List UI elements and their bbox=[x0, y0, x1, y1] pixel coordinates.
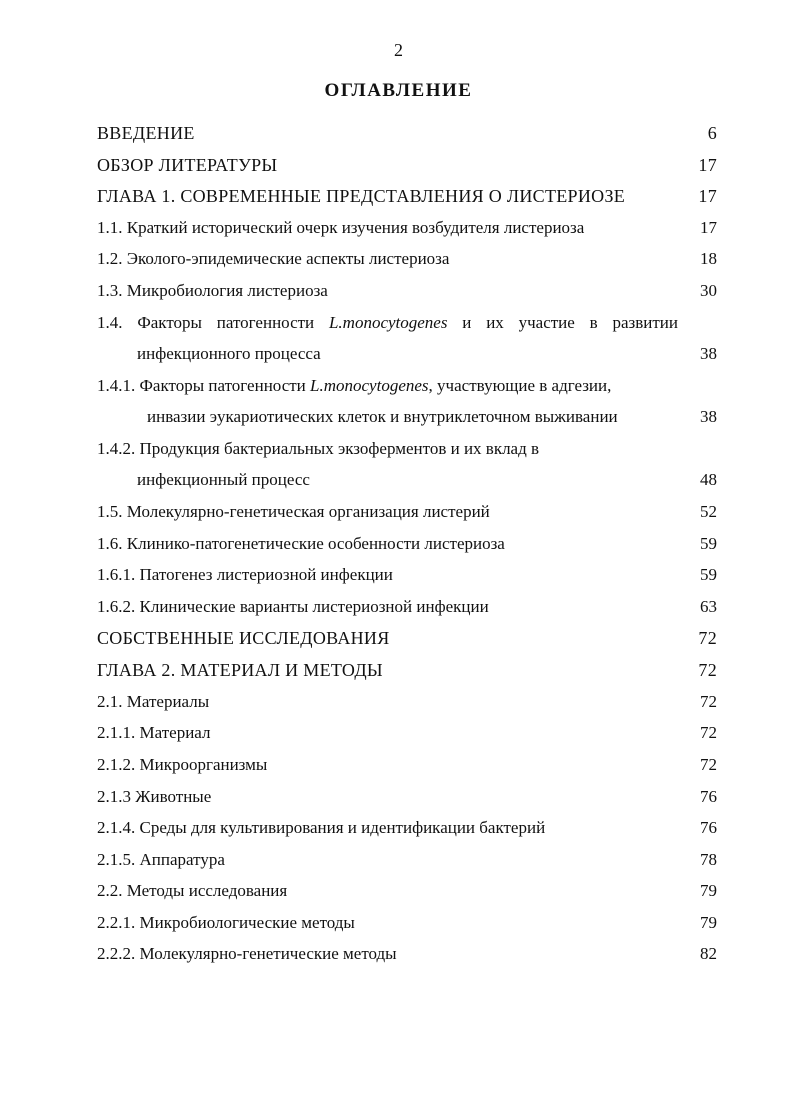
toc-entry-title: 2.2.1. Микробиологические методы bbox=[97, 913, 355, 932]
toc-entry-title: СОБСТВЕННЫЕ ИССЛЕДОВАНИЯ bbox=[97, 628, 390, 648]
toc-entry-page: 38 bbox=[700, 407, 717, 426]
toc-entry-title: 1.4.2. Продукция бактериальных экзоферментов и их вклад в bbox=[97, 439, 540, 458]
toc-entry bbox=[97, 783, 717, 811]
toc-entry bbox=[97, 877, 717, 905]
toc-entry-title-cont: инвазии эукариотических клеток и внутриклеточном выживании bbox=[147, 407, 618, 426]
toc-entry bbox=[97, 814, 717, 842]
toc-entry bbox=[97, 656, 717, 684]
toc-entry-title: 1.6. Клинико-патогенетические особенности листериоза bbox=[97, 534, 505, 553]
toc-entry bbox=[97, 182, 717, 210]
toc-entry-page: 63 bbox=[700, 597, 717, 616]
toc-entry-title: 1.2. Эколого-эпидемические аспекты листериоза bbox=[97, 249, 450, 268]
toc-entry-title: ОБЗОР ЛИТЕРАТУРЫ bbox=[97, 155, 278, 175]
toc-entry bbox=[97, 498, 717, 526]
toc-entry-page: 79 bbox=[700, 913, 717, 932]
toc-entry bbox=[97, 245, 717, 273]
toc-entry-title: 2.2.2. Молекулярно-генетические методы bbox=[97, 944, 397, 963]
toc-entry bbox=[97, 909, 717, 937]
toc-entry bbox=[97, 309, 717, 337]
toc-entry-title: 1.5. Молекулярно-генетическая организация листерий bbox=[97, 502, 490, 521]
toc-entry-page: 72 bbox=[700, 723, 717, 742]
toc-title: ОГЛАВЛЕНИЕ bbox=[324, 80, 473, 101]
toc-entry-page: 72 bbox=[698, 628, 717, 648]
toc-entry bbox=[97, 372, 717, 400]
page-number: 2 bbox=[394, 40, 403, 60]
toc-entry bbox=[97, 940, 717, 968]
toc-entry bbox=[97, 719, 717, 747]
toc-entry-page: 59 bbox=[700, 534, 717, 553]
toc-entry-continuation bbox=[97, 466, 717, 494]
toc-entry-page: 82 bbox=[700, 944, 717, 963]
toc-entry-page: 48 bbox=[700, 470, 717, 489]
toc-entry bbox=[97, 624, 717, 652]
toc-entry-title: 2.1.1. Материал bbox=[97, 723, 211, 742]
toc-entry-title-cont: инфекционный процесс bbox=[137, 470, 310, 489]
toc-entry-page: 76 bbox=[700, 818, 717, 837]
toc-entry-page: 59 bbox=[700, 565, 717, 584]
toc-entry-page: 52 bbox=[700, 502, 717, 521]
toc-entry-title: ГЛАВА 1. СОВРЕМЕННЫЕ ПРЕДСТАВЛЕНИЯ О ЛИСТЕРИОЗЕ bbox=[97, 186, 626, 206]
toc-entry-title: 1.6.1. Патогенез листериозной инфекции bbox=[97, 565, 393, 584]
toc-entry bbox=[97, 277, 717, 305]
toc-entry bbox=[97, 119, 717, 147]
toc-entry-title: 2.1.5. Аппаратура bbox=[97, 850, 225, 869]
toc-entry-title: 1.4.1. Факторы патогенности L.monocytogenes, участвующие в адгезии, bbox=[97, 376, 612, 395]
toc-entry bbox=[97, 214, 717, 242]
toc-entry-page: 72 bbox=[698, 660, 717, 680]
toc-entry-title-cont: инфекционного процесса bbox=[137, 344, 321, 363]
toc-entry-page: 38 bbox=[700, 344, 717, 363]
toc-entry-title: 2.1.2. Микроорганизмы bbox=[97, 755, 268, 774]
toc-entry-title: 2.1.4. Среды для культивирования и идентификации бактерий bbox=[97, 818, 546, 837]
toc-entry bbox=[97, 151, 717, 179]
toc-entry-title: 2.1. Материалы bbox=[97, 692, 210, 711]
toc-entry bbox=[97, 751, 717, 779]
toc-entry-page: 17 bbox=[700, 218, 717, 237]
toc-entry-continuation bbox=[97, 340, 717, 368]
toc-entry-page: 78 bbox=[700, 850, 717, 869]
toc-entry-page: 6 bbox=[707, 123, 717, 143]
toc-entry-page: 30 bbox=[700, 281, 717, 300]
toc-entry-page: 72 bbox=[700, 755, 717, 774]
toc-entry-title: ВВЕДЕНИЕ bbox=[97, 123, 195, 143]
toc-entry-page: 79 bbox=[700, 881, 717, 900]
toc-entry-title: 1.1. Краткий исторический очерк изучения возбудителя листериоза bbox=[97, 218, 585, 237]
toc-entry-title: 1.4. Факторы патогенности L.monocytogenes и их участие в развитии bbox=[97, 313, 678, 332]
toc-entry bbox=[97, 688, 717, 716]
toc-entry-title: 1.3. Микробиология листериоза bbox=[97, 281, 328, 300]
toc-entry-title: ГЛАВА 2. МАТЕРИАЛ И МЕТОДЫ bbox=[97, 660, 383, 680]
toc-entry-page: 18 bbox=[700, 249, 717, 268]
toc-entry bbox=[97, 846, 717, 874]
toc-entry-page: 17 bbox=[698, 155, 717, 175]
toc-entry-page: 72 bbox=[700, 692, 717, 711]
toc-entry bbox=[97, 593, 717, 621]
toc-entry bbox=[97, 561, 717, 589]
toc-entry-page: 76 bbox=[700, 787, 717, 806]
toc-entry bbox=[97, 435, 717, 463]
toc-entry-title: 2.2. Методы исследования bbox=[97, 881, 288, 900]
toc-entry bbox=[97, 530, 717, 558]
toc-entry-page: 17 bbox=[698, 186, 717, 206]
toc-entry-title: 2.1.3 Животные bbox=[97, 787, 212, 806]
toc-entry-continuation bbox=[97, 403, 717, 431]
toc-entry-title: 1.6.2. Клинические варианты листериозной инфекции bbox=[97, 597, 489, 616]
